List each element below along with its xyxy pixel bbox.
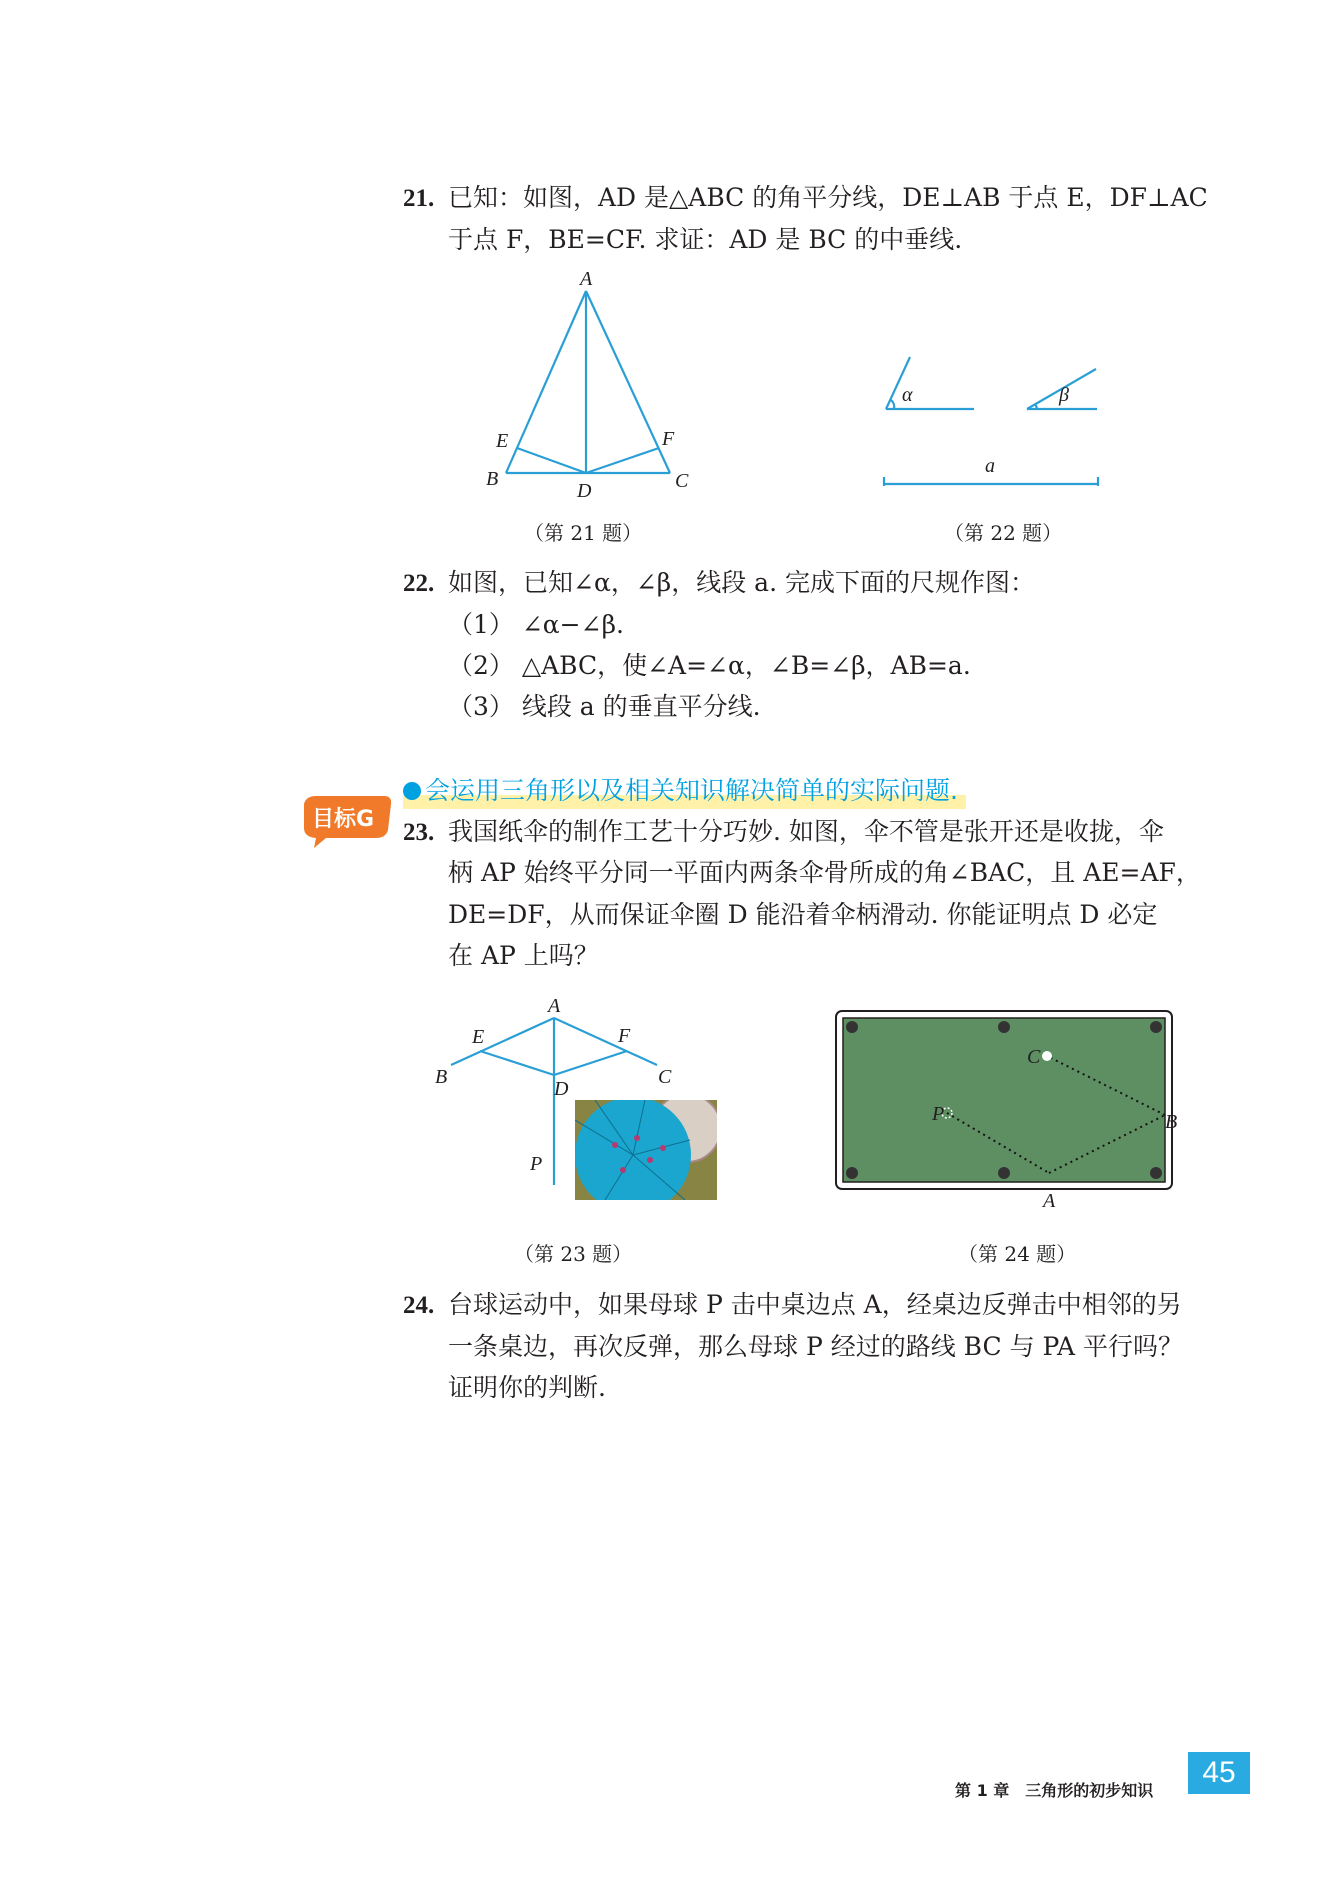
problem-23-text-1: 我国纸伞的制作工艺十分巧妙. 如图，伞不管是张开还是收拢，伞: [448, 817, 1164, 846]
label-alpha: α: [902, 384, 913, 406]
problem-23-line-1: [403, 817, 1164, 848]
label-a: A: [580, 268, 593, 290]
goal-badge-label: 目标G: [312, 807, 375, 832]
problem-23-number: 23.: [403, 819, 435, 846]
label-a: A: [548, 995, 561, 1017]
goal-badge-icon: [296, 790, 396, 850]
umbrella-photo: [575, 1100, 717, 1200]
problem-23-line-2: 柄 AP 始终平分同一平面内两条伞骨所成的角∠BAC，且 AE=AF，: [448, 858, 1201, 887]
figure-22: [880, 345, 1110, 495]
figure-22-caption: （第 22 题）: [944, 521, 1063, 545]
label-b: B: [435, 1066, 448, 1088]
chapter-footer: 第 1 章 三角形的初步知识: [955, 1781, 1154, 1800]
segment-df: [586, 448, 659, 473]
label-b: B: [486, 468, 499, 490]
problem-21-line-1: [403, 183, 1208, 214]
problem-22-line-1: [403, 568, 1143, 599]
problem-21-number: 21.: [403, 185, 435, 212]
label-c: C: [1027, 1046, 1041, 1068]
problem-24-number: 24.: [403, 1292, 435, 1319]
page-number: 45: [1188, 1752, 1250, 1794]
label-e: E: [496, 430, 509, 452]
segment-ac: [586, 291, 670, 473]
label-c: C: [675, 470, 689, 492]
label-f: F: [618, 1025, 631, 1047]
figure-24-caption: （第 24 题）: [958, 1242, 1077, 1266]
label-p: P: [932, 1103, 945, 1125]
label-f: F: [662, 428, 675, 450]
problem-22-item-3: （3） 线段 a 的垂直平分线.: [448, 692, 761, 721]
problem-24-line-2: 一条桌边，再次反弹，那么母球 P 经过的路线 BC 与 PA 平行吗？: [448, 1332, 1184, 1361]
problem-22-item-2: （2） △ABC，使∠A=∠α，∠B=∠β，AB=a.: [448, 651, 971, 680]
figure-23-caption: （第 23 题）: [514, 1242, 633, 1266]
label-c: C: [658, 1066, 672, 1088]
segment-de: [517, 448, 586, 473]
goal-text: 会运用三角形以及相关知识解决简单的实际问题.: [425, 776, 958, 805]
label-segment-a: a: [985, 455, 995, 477]
label-b: B: [1165, 1111, 1178, 1133]
figure-24: [835, 1010, 1178, 1212]
angle-alpha-arc: [891, 400, 894, 409]
label-d: D: [577, 480, 592, 502]
figure-21: [480, 265, 700, 505]
label-e: E: [472, 1026, 485, 1048]
problem-22-text-1: 如图，已知∠α，∠β，线段 a. 完成下面的尺规作图：: [448, 568, 1035, 597]
problem-22-item-1: （1） ∠α−∠β.: [448, 610, 624, 639]
label-a: A: [1043, 1190, 1056, 1212]
ball-c: [1042, 1051, 1052, 1061]
problem-21-text-1: 已知：如图，AD 是△ABC 的角平分线，DE⊥AB 于点 E，DF⊥AC: [448, 183, 1208, 212]
problem-23-line-3: DE=DF，从而保证伞圈 D 能沿着伞柄滑动. 你能证明点 D 必定: [448, 900, 1158, 929]
problem-24-line-1: [403, 1290, 1182, 1321]
label-d: D: [554, 1078, 569, 1100]
strut-de: [480, 1051, 554, 1075]
goal-bullet-icon: [403, 782, 421, 800]
problem-24-text-1: 台球运动中，如果母球 P 击中桌边点 A，经桌边反弹击中相邻的另: [448, 1290, 1182, 1319]
figure-21-caption: （第 21 题）: [524, 521, 643, 545]
problem-21-line-2: 于点 F，BE=CF. 求证：AD 是 BC 的中垂线.: [448, 225, 963, 254]
goal-banner: [403, 773, 966, 809]
segment-ab: [506, 291, 586, 473]
problem-24-line-3: 证明你的判断.: [448, 1373, 606, 1402]
label-beta: β: [1059, 384, 1069, 406]
problem-22-number: 22.: [403, 570, 435, 597]
strut-df: [554, 1051, 627, 1075]
label-p: P: [530, 1153, 543, 1175]
problem-23-line-4: 在 AP 上吗？: [448, 941, 599, 970]
table-surface: [843, 1018, 1165, 1182]
